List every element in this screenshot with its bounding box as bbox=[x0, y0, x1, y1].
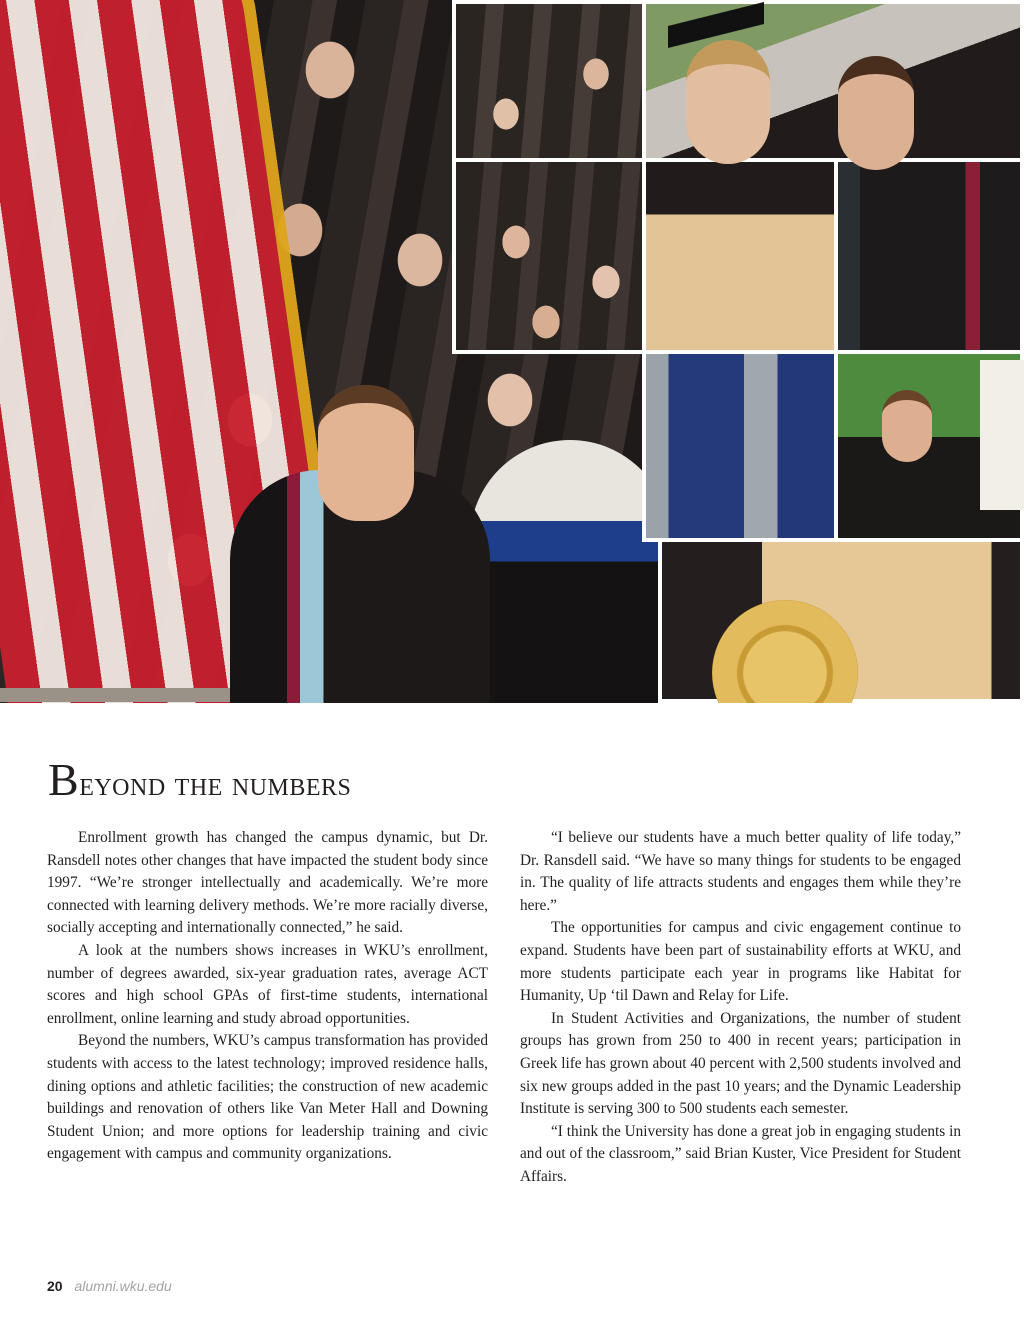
site-url: alumni.wku.edu bbox=[74, 1278, 172, 1294]
president-stage-portrait bbox=[882, 390, 932, 462]
page-number: 20 bbox=[47, 1278, 63, 1294]
article-headline bbox=[48, 752, 351, 813]
medallion-ceremony-photo-right bbox=[834, 158, 1024, 354]
article-column-left bbox=[47, 827, 488, 1166]
headline-rest: eyond the numbers bbox=[79, 766, 352, 803]
presenter-portrait bbox=[686, 40, 770, 164]
page-footer bbox=[47, 1276, 172, 1296]
headline-initial: B bbox=[48, 754, 80, 805]
article-column-right bbox=[520, 827, 961, 1189]
podium-photo bbox=[642, 158, 838, 354]
paragraph: Enrollment growth has changed the campus dynamic, but Dr. Ransdell notes other changes that have impacted the student body since 1997. “We’re stronger intellectually and academically. We’re more connected with learning delivery methods. We’re more racially diverse, socially accepting and internationally connected,” he said. bbox=[47, 829, 488, 937]
president-portrait bbox=[318, 385, 414, 521]
faculty-member-back bbox=[470, 440, 670, 703]
paragraph: In Student Activities and Organizations, the number of student groups has grown from 250 to 400 in recent years; participation in Greek life has grown about 40 percent with 2,500 students involved and six new groups added in the past 10 years; and the Dynamic Leadership Institute is serving 300 to 500 students each semester. bbox=[520, 1009, 961, 1118]
faculty-crowd-inset-top bbox=[452, 0, 646, 162]
recipient-portrait bbox=[838, 56, 914, 170]
paragraph: The opportunities for campus and civic engagement continue to expand. Students have been part of sustainability efforts at WKU, and more students participate each year in programs like Habitat for Humanity, Up ‘til Dawn and Relay for Life. bbox=[520, 919, 961, 1005]
paragraph: “I think the University has done a great job in engaging students in and out of the classroom,” said Brian Kuster, Vice President for Student Affairs. bbox=[520, 1122, 961, 1185]
faculty-crowd-inset-middle bbox=[452, 158, 646, 354]
paragraph: A look at the numbers shows increases in WKU’s enrollment, number of degrees awarded, six-year graduation rates, average ACT scores and high school GPAs of first-time students, international enrollment, online learning and study abroad opportunities. bbox=[47, 941, 488, 1027]
stage-flag bbox=[980, 360, 1024, 510]
banners-photo bbox=[642, 350, 838, 542]
paragraph: Beyond the numbers, WKU’s campus transformation has provided students with access to the latest technology; improved residence halls, dining options and athletic facilities; the construction of new academic buildings and renovation of others like Van Meter Hall and Downing Student Union; and more options for leadership training and civic engagement with campus and community organizations. bbox=[47, 1032, 488, 1163]
paragraph: “I believe our students have a much better quality of life today,” Dr. Ransdell said. “We have so many things for students to be engaged in. The quality of life attracts students and engages them while they’re here.” bbox=[520, 829, 961, 914]
